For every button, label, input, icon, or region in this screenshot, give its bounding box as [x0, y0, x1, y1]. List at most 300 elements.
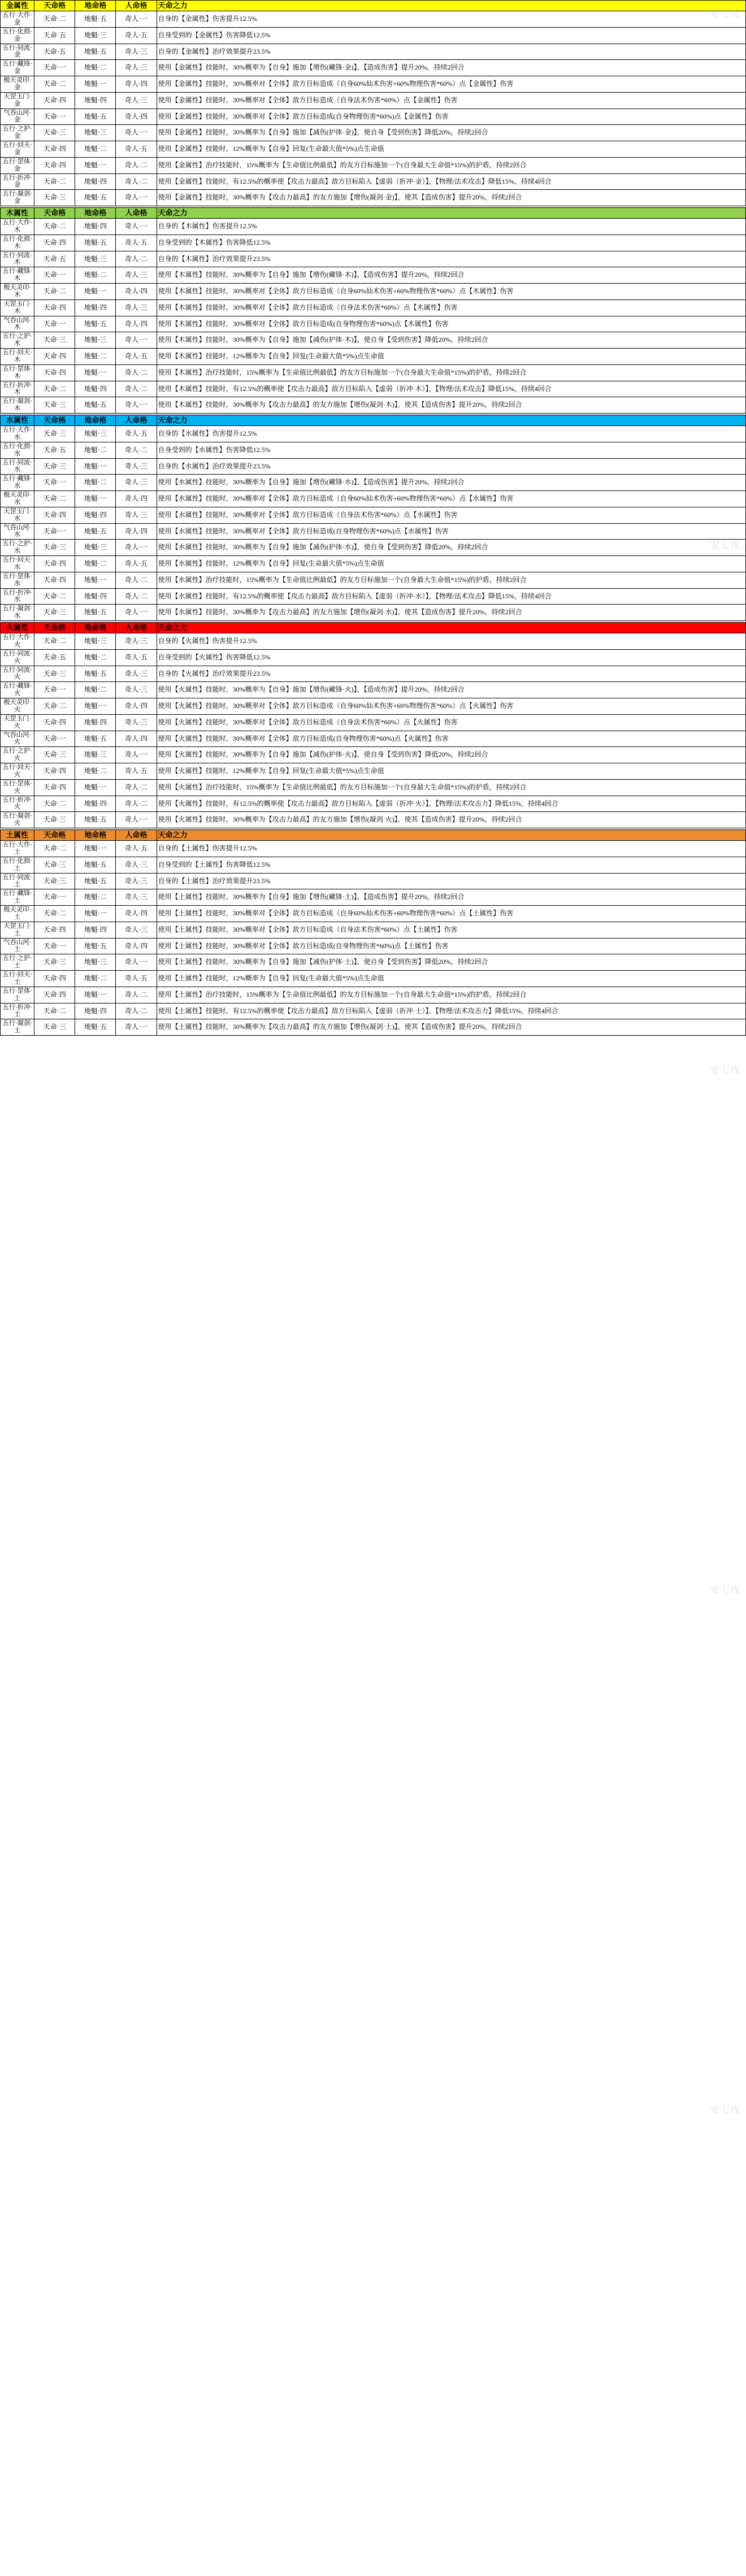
cell-destiny-power-desc: 自身受到的【木属性】伤害降低12.5% — [157, 234, 745, 251]
cell-destiny-power-desc: 自身受到的【火属性】伤害降低12.5% — [157, 649, 745, 666]
cell-destiny-name: 五行·大作·金 — [1, 11, 34, 28]
cell-destiny-name: 五行·藏锋·木 — [1, 267, 34, 284]
cell-destiny-power-desc: 自身的【土属性】伤害提升12.5% — [157, 841, 745, 857]
cell-di-ming-ge: 地魁·二 — [75, 267, 116, 284]
cell-tian-ming-ge: 天命·四 — [34, 349, 75, 365]
cell-ren-ming-ge: 奇人·四 — [116, 698, 157, 715]
cell-di-ming-ge: 地魁·一 — [75, 157, 116, 173]
cell-destiny-name: 五行·大作·土 — [1, 841, 34, 857]
cell-di-ming-ge: 地魁·一 — [75, 987, 116, 1003]
cell-tian-ming-ge: 天命·三 — [34, 747, 75, 763]
cell-ren-ming-ge: 奇人·四 — [116, 906, 157, 922]
cell-ren-ming-ge: 奇人·一 — [116, 11, 157, 28]
header-ren-ming-ge: 人命格 — [116, 208, 157, 219]
cell-di-ming-ge: 地魁·五 — [75, 731, 116, 747]
tables-root — [0, 0, 746, 1036]
cell-destiny-name: 五行·同流·火 — [1, 666, 34, 682]
cell-ren-ming-ge: 奇人·一 — [116, 125, 157, 141]
cell-ren-ming-ge: 奇人·五 — [116, 234, 157, 251]
cell-ren-ming-ge: 奇人·二 — [116, 251, 157, 267]
cell-di-ming-ge: 地魁·五 — [75, 190, 116, 206]
cell-tian-ming-ge: 天命·三 — [34, 540, 75, 556]
cell-di-ming-ge: 地魁·三 — [75, 332, 116, 349]
cell-di-ming-ge: 地魁·三 — [75, 954, 116, 971]
cell-ren-ming-ge: 奇人·一 — [116, 332, 157, 349]
cell-destiny-power-desc: 自身的【金属性】治疗效果提升23.5% — [157, 44, 745, 60]
table-row — [1, 796, 746, 812]
cell-tian-ming-ge: 天命·五 — [34, 649, 75, 666]
cell-destiny-power-desc: 使用【土属性】技能时，有12.5%的概率使【攻击力最高】敌方目标陷入【虚弱（折冲·土）】，【物理/法术攻击力】降低15%，持续4回合 — [157, 1003, 745, 1019]
cell-destiny-power-desc: 使用【金属性】技能时，30%概率对【全体】敌方目标造成（自身60%仙术伤害+60%物理伤害*60%）点【金属性】伤害 — [157, 76, 745, 93]
cell-di-ming-ge: 地魁·四 — [75, 299, 116, 316]
cell-destiny-name: 天罡玉门·火 — [1, 714, 34, 731]
cell-tian-ming-ge: 天命·二 — [34, 76, 75, 93]
cell-tian-ming-ge: 天命·二 — [34, 381, 75, 397]
cell-destiny-power-desc: 使用【土属性】技能时，30%概率对【全体】敌方目标造成（自身60%仙术伤害+60%物理伤害*60%）点【土属性】伤害 — [157, 906, 745, 922]
header-tian-ming-ge: 天命格 — [34, 830, 75, 841]
cell-ren-ming-ge: 奇人·一 — [116, 540, 157, 556]
cell-destiny-name: 五行·同流·土 — [1, 873, 34, 889]
table-row — [1, 906, 746, 922]
table-row — [1, 299, 746, 316]
cell-di-ming-ge: 地魁·四 — [75, 1003, 116, 1019]
cell-ren-ming-ge: 奇人·三 — [116, 873, 157, 889]
cell-destiny-name: 五行·罡体·金 — [1, 157, 34, 173]
cell-destiny-power-desc: 使用【水属性】技能时，30%概率为【自身】施加【减伤(护体·水)】，使自身【受到伤害】降低20%，持续2回合 — [157, 540, 745, 556]
header-tian-ming-ge: 天命格 — [34, 208, 75, 219]
table-row — [1, 588, 746, 605]
cell-destiny-name: 五行·折冲·水 — [1, 588, 34, 605]
table-row — [1, 381, 746, 397]
cell-ren-ming-ge: 奇人·五 — [116, 27, 157, 44]
cell-tian-ming-ge: 天命·四 — [34, 507, 75, 523]
table-row — [1, 666, 746, 682]
cell-di-ming-ge: 地魁·五 — [75, 1019, 116, 1036]
cell-di-ming-ge: 地魁·五 — [75, 666, 116, 682]
cell-destiny-name: 五行·回天·水 — [1, 556, 34, 572]
cell-destiny-name: 五行·罡体·火 — [1, 779, 34, 796]
cell-tian-ming-ge: 天命·四 — [34, 234, 75, 251]
table-row — [1, 44, 746, 60]
table-row — [1, 572, 746, 588]
cell-destiny-name: 五行·藏锋·土 — [1, 889, 34, 906]
cell-destiny-name: 天罡玉门·水 — [1, 507, 34, 523]
cell-destiny-power-desc: 使用【木属性】技能时，12%概率为【自身】回复(生命最大值*5%)点生命值 — [157, 349, 745, 365]
cell-di-ming-ge: 地魁·四 — [75, 507, 116, 523]
cell-ren-ming-ge: 奇人·五 — [116, 763, 157, 780]
cell-di-ming-ge: 地魁·一 — [75, 841, 116, 857]
cell-ren-ming-ge: 奇人·一 — [116, 747, 157, 763]
cell-destiny-name: 五行·之护·木 — [1, 332, 34, 349]
table-row — [1, 267, 746, 284]
cell-di-ming-ge: 地魁·四 — [75, 219, 116, 235]
watermark: 安七夜 — [710, 2105, 740, 2115]
table-row — [1, 442, 746, 458]
table-row — [1, 954, 746, 971]
cell-destiny-power-desc: 使用【土属性】技能时，30%概率为【自身】施加【减伤(护体·土)】，使自身【受到伤害】降低20%，持续2回合 — [157, 954, 745, 971]
cell-ren-ming-ge: 奇人·二 — [116, 588, 157, 605]
table-header-row — [1, 623, 746, 633]
table-row — [1, 523, 746, 540]
cell-di-ming-ge: 地魁·三 — [75, 125, 116, 141]
table-header-row — [1, 830, 746, 841]
cell-destiny-power-desc: 自身的【水属性】伤害提升12.5% — [157, 426, 745, 442]
cell-di-ming-ge: 地魁·三 — [75, 426, 116, 442]
cell-tian-ming-ge: 天命·三 — [34, 812, 75, 828]
table-row — [1, 873, 746, 889]
cell-tian-ming-ge: 天命·四 — [34, 922, 75, 938]
cell-destiny-power-desc: 使用【火属性】治疗技能时，15%概率为【生命值比例最低】的友方目标施加一个(自身最大生命值*15%)的护盾，持续2回合 — [157, 779, 745, 796]
table-row — [1, 1019, 746, 1036]
cell-destiny-name: 气吞山河·金 — [1, 108, 34, 125]
header-tian-ming-ge: 天命格 — [34, 415, 75, 426]
cell-destiny-name: 五行·化损·水 — [1, 442, 34, 458]
cell-ren-ming-ge: 奇人·二 — [116, 796, 157, 812]
cell-di-ming-ge: 地魁·四 — [75, 796, 116, 812]
cell-tian-ming-ge: 天命·二 — [34, 219, 75, 235]
cell-destiny-name: 极天灵印·木 — [1, 284, 34, 300]
cell-tian-ming-ge: 天命·二 — [34, 11, 75, 28]
cell-tian-ming-ge: 天命·四 — [34, 157, 75, 173]
cell-tian-ming-ge: 天命·三 — [34, 190, 75, 206]
cell-destiny-name: 五行·藏锋·水 — [1, 475, 34, 491]
header-di-ming-ge: 地命格 — [75, 208, 116, 219]
table-row — [1, 234, 746, 251]
cell-destiny-power-desc: 使用【火属性】技能时，30%概率为【自身】施加【减伤(护体·火)】，使自身【受到伤害】降低20%，持续2回合 — [157, 747, 745, 763]
cell-tian-ming-ge: 天命·三 — [34, 125, 75, 141]
cell-tian-ming-ge: 天命·三 — [34, 1019, 75, 1036]
cell-destiny-name: 五行·同流·金 — [1, 44, 34, 60]
cell-ren-ming-ge: 奇人·五 — [116, 556, 157, 572]
cell-destiny-name: 气吞山河·水 — [1, 523, 34, 540]
cell-destiny-name: 五行·回天·金 — [1, 141, 34, 158]
table-row — [1, 141, 746, 158]
cell-di-ming-ge: 地魁·二 — [75, 682, 116, 698]
cell-destiny-name: 五行·藏锋·火 — [1, 682, 34, 698]
cell-di-ming-ge: 地魁·五 — [75, 234, 116, 251]
cell-di-ming-ge: 地魁·二 — [75, 475, 116, 491]
table-row — [1, 219, 746, 235]
cell-tian-ming-ge: 天命·五 — [34, 44, 75, 60]
cell-destiny-name: 五行·罡体·水 — [1, 572, 34, 588]
cell-destiny-name: 气吞山河·木 — [1, 316, 34, 332]
cell-destiny-power-desc: 自身的【木属性】伤害提升12.5% — [157, 219, 745, 235]
cell-destiny-power-desc: 自身受到的【水属性】伤害降低12.5% — [157, 442, 745, 458]
cell-tian-ming-ge: 天命·二 — [34, 698, 75, 715]
cell-di-ming-ge: 地魁·一 — [75, 364, 116, 381]
cell-tian-ming-ge: 天命·二 — [34, 796, 75, 812]
cell-destiny-power-desc: 使用【火属性】技能时，30%概率对【全体】敌方目标造成(自身物理伤害*60%)点【火属性】伤害 — [157, 731, 745, 747]
cell-tian-ming-ge: 天命·一 — [34, 316, 75, 332]
cell-destiny-power-desc: 自身的【木属性】治疗效果提升23.5% — [157, 251, 745, 267]
cell-ren-ming-ge: 奇人·二 — [116, 173, 157, 190]
table-row — [1, 812, 746, 828]
cell-destiny-name: 五行·罡体·土 — [1, 987, 34, 1003]
cell-ren-ming-ge: 奇人·一 — [116, 397, 157, 414]
cell-destiny-power-desc: 使用【火属性】技能时，30%概率对【全体】敌方目标造成（自身法术伤害*60%）点【火属性】伤害 — [157, 714, 745, 731]
cell-destiny-power-desc: 使用【土属性】技能时，12%概率为【自身】回复(生命最大值*5%)点生命值 — [157, 971, 745, 987]
cell-destiny-name: 天罡玉门·金 — [1, 92, 34, 108]
cell-destiny-power-desc: 自身的【土属性】治疗效果提升23.5% — [157, 873, 745, 889]
cell-tian-ming-ge: 天命·四 — [34, 987, 75, 1003]
header-destiny-power: 天命之力 — [157, 1, 745, 11]
cell-destiny-power-desc: 使用【木属性】治疗技能时，15%概率为【生命值比例最低】的友方目标施加一个(自身最大生命值*15%)的护盾，持续2回合 — [157, 364, 745, 381]
cell-tian-ming-ge: 天命·二 — [34, 633, 75, 650]
cell-di-ming-ge: 地魁·四 — [75, 173, 116, 190]
cell-ren-ming-ge: 奇人·四 — [116, 284, 157, 300]
cell-di-ming-ge: 地魁·三 — [75, 633, 116, 650]
cell-destiny-name: 五行·大作·木 — [1, 219, 34, 235]
table-row — [1, 1003, 746, 1019]
cell-ren-ming-ge: 奇人·四 — [116, 938, 157, 954]
cell-ren-ming-ge: 奇人·一 — [116, 605, 157, 621]
cell-destiny-power-desc: 使用【土属性】技能时，30%概率为【攻击力最高】的友方施加【增伤(凝剑·土)】，使其【造成伤害】提升20%，持续2回合 — [157, 1019, 745, 1036]
header-destiny-power: 天命之力 — [157, 415, 745, 426]
cell-tian-ming-ge: 天命·一 — [34, 108, 75, 125]
cell-destiny-name: 五行·回天·木 — [1, 349, 34, 365]
cell-tian-ming-ge: 天命·三 — [34, 426, 75, 442]
cell-destiny-name: 五行·化损·土 — [1, 857, 34, 873]
cell-destiny-name: 五行·凝剑·木 — [1, 397, 34, 414]
cell-destiny-name: 五行·折冲·土 — [1, 1003, 34, 1019]
watermark: 安七夜 — [710, 1065, 740, 1076]
watermark: 安七夜 — [710, 540, 740, 550]
cell-di-ming-ge: 地魁·五 — [75, 108, 116, 125]
header-tian-ming-ge: 天命格 — [34, 623, 75, 633]
cell-tian-ming-ge: 天命·三 — [34, 332, 75, 349]
cell-di-ming-ge: 地魁·五 — [75, 523, 116, 540]
cell-tian-ming-ge: 天命·三 — [34, 954, 75, 971]
cell-tian-ming-ge: 天命·四 — [34, 141, 75, 158]
cell-tian-ming-ge: 天命·一 — [34, 682, 75, 698]
cell-tian-ming-ge: 天命·二 — [34, 1003, 75, 1019]
cell-tian-ming-ge: 天命·四 — [34, 779, 75, 796]
cell-di-ming-ge: 地魁·四 — [75, 92, 116, 108]
cell-tian-ming-ge: 天命·四 — [34, 299, 75, 316]
table-row — [1, 108, 746, 125]
cell-destiny-name: 五行·同流·水 — [1, 458, 34, 475]
header-ren-ming-ge: 人命格 — [116, 623, 157, 633]
cell-destiny-name: 五行·化损·金 — [1, 27, 34, 44]
table-row — [1, 731, 746, 747]
cell-ren-ming-ge: 奇人·一 — [116, 954, 157, 971]
table-row — [1, 173, 746, 190]
table-row — [1, 458, 746, 475]
table-header-row — [1, 208, 746, 219]
cell-destiny-power-desc: 使用【木属性】技能时，30%概率为【自身】施加【增伤(藏锋·木)】，【造成伤害】提升20%，持续2回合 — [157, 267, 745, 284]
cell-di-ming-ge: 地魁·五 — [75, 873, 116, 889]
cell-destiny-power-desc: 使用【金属性】技能时，30%概率为【自身】施加【减伤(护体·金)】，使自身【受到伤害】降低20%，持续2回合 — [157, 125, 745, 141]
cell-tian-ming-ge: 天命·三 — [34, 857, 75, 873]
table-row — [1, 779, 746, 796]
cell-destiny-power-desc: 使用【水属性】技能时，12%概率为【自身】回复(生命最大值*5%)点生命值 — [157, 556, 745, 572]
cell-tian-ming-ge: 天命·五 — [34, 251, 75, 267]
cell-ren-ming-ge: 奇人·四 — [116, 108, 157, 125]
cell-tian-ming-ge: 天命·二 — [34, 284, 75, 300]
cell-ren-ming-ge: 奇人·二 — [116, 987, 157, 1003]
cell-ren-ming-ge: 奇人·一 — [116, 190, 157, 206]
cell-tian-ming-ge: 天命·四 — [34, 364, 75, 381]
table-row — [1, 682, 746, 698]
table-row — [1, 491, 746, 507]
table-row — [1, 76, 746, 93]
cell-tian-ming-ge: 天命·三 — [34, 873, 75, 889]
cell-ren-ming-ge: 奇人·三 — [116, 666, 157, 682]
cell-tian-ming-ge: 天命·三 — [34, 666, 75, 682]
cell-destiny-name: 五行·回天·土 — [1, 971, 34, 987]
cell-ren-ming-ge: 奇人·三 — [116, 857, 157, 873]
watermark: 安七夜 — [710, 1585, 740, 1596]
table-row — [1, 971, 746, 987]
cell-di-ming-ge: 地魁·二 — [75, 349, 116, 365]
cell-tian-ming-ge: 天命·一 — [34, 60, 75, 76]
header-element-name: 火属性 — [1, 623, 34, 633]
cell-di-ming-ge: 地魁·五 — [75, 857, 116, 873]
cell-destiny-name: 气吞山河·火 — [1, 731, 34, 747]
cell-destiny-name: 天罡玉门·土 — [1, 922, 34, 938]
cell-destiny-name: 极天灵印·土 — [1, 906, 34, 922]
cell-ren-ming-ge: 奇人·三 — [116, 633, 157, 650]
cell-destiny-power-desc: 使用【火属性】技能时，12%概率为【自身】回复(生命最大值*5%)点生命值 — [157, 763, 745, 780]
cell-destiny-power-desc: 自身的【水属性】治疗效果提升23.5% — [157, 458, 745, 475]
cell-ren-ming-ge: 奇人·四 — [116, 491, 157, 507]
cell-ren-ming-ge: 奇人·二 — [116, 364, 157, 381]
cell-destiny-power-desc: 使用【木属性】技能时，有12.5%的概率使【攻击力最高】敌方目标陷入【虚弱（折冲·木）】，【物理/法术攻击】降低15%，持续4回合 — [157, 381, 745, 397]
cell-di-ming-ge: 地魁·五 — [75, 938, 116, 954]
cell-ren-ming-ge: 奇人·五 — [116, 841, 157, 857]
header-ren-ming-ge: 人命格 — [116, 415, 157, 426]
cell-ren-ming-ge: 奇人·二 — [116, 572, 157, 588]
cell-destiny-name: 五行·回天·火 — [1, 763, 34, 780]
cell-destiny-power-desc: 使用【水属性】技能时，30%概率为【自身】施加【增伤(藏锋·水)】，【造成伤害】提升20%，持续2回合 — [157, 475, 745, 491]
cell-di-ming-ge: 地魁·三 — [75, 251, 116, 267]
header-ren-ming-ge: 人命格 — [116, 1, 157, 11]
cell-ren-ming-ge: 奇人·四 — [116, 731, 157, 747]
cell-destiny-name: 气吞山河·土 — [1, 938, 34, 954]
cell-destiny-name: 五行·之护·土 — [1, 954, 34, 971]
cell-destiny-power-desc: 使用【土属性】技能时，30%概率对【全体】敌方目标造成（自身法术伤害*60%）点【土属性】伤害 — [157, 922, 745, 938]
table-row — [1, 889, 746, 906]
cell-tian-ming-ge: 天命·一 — [34, 731, 75, 747]
cell-ren-ming-ge: 奇人·四 — [116, 523, 157, 540]
cell-di-ming-ge: 地魁·五 — [75, 812, 116, 828]
table-row — [1, 857, 746, 873]
cell-di-ming-ge: 地魁·五 — [75, 397, 116, 414]
cell-destiny-power-desc: 使用【金属性】技能时，12%概率为【自身】回复(生命最大值*5%)点生命值 — [157, 141, 745, 158]
cell-di-ming-ge: 地魁·二 — [75, 763, 116, 780]
cell-destiny-name: 五行·大作·水 — [1, 426, 34, 442]
cell-destiny-power-desc: 使用【水属性】技能时，30%概率为【攻击力最高】的友方施加【增伤(凝剑·水)】，使其【造成伤害】提升20%，持续2回合 — [157, 605, 745, 621]
cell-destiny-power-desc: 使用【土属性】治疗技能时，15%概率为【生命值比例最低】的友方目标施加一个(自身最大生命值*15%)的护盾，持续2回合 — [157, 987, 745, 1003]
watermark: 安七夜 — [710, 8, 740, 19]
cell-tian-ming-ge: 天命·二 — [34, 841, 75, 857]
cell-tian-ming-ge: 天命·一 — [34, 889, 75, 906]
header-element-name: 水属性 — [1, 415, 34, 426]
cell-destiny-power-desc: 自身的【火属性】治疗效果提升23.5% — [157, 666, 745, 682]
table-row — [1, 938, 746, 954]
header-di-ming-ge: 地命格 — [75, 415, 116, 426]
cell-di-ming-ge: 地魁·二 — [75, 141, 116, 158]
table-row — [1, 349, 746, 365]
table-row — [1, 316, 746, 332]
cell-tian-ming-ge: 天命·一 — [34, 475, 75, 491]
cell-destiny-name: 五行·之护·火 — [1, 747, 34, 763]
table-row — [1, 633, 746, 650]
cell-di-ming-ge: 地魁·三 — [75, 540, 116, 556]
header-destiny-power: 天命之力 — [157, 830, 745, 841]
cell-tian-ming-ge: 天命·一 — [34, 938, 75, 954]
cell-destiny-power-desc: 使用【木属性】技能时，30%概率对【全体】敌方目标造成（自身法术伤害*60%）点【木属性】伤害 — [157, 299, 745, 316]
cell-ren-ming-ge: 奇人·三 — [116, 458, 157, 475]
cell-di-ming-ge: 地魁·一 — [75, 698, 116, 715]
cell-destiny-power-desc: 使用【木属性】技能时，30%概率为【攻击力最高】的友方施加【增伤(凝剑·木)】，使其【造成伤害】提升20%，持续2回合 — [157, 397, 745, 414]
table-row — [1, 605, 746, 621]
cell-di-ming-ge: 地魁·一 — [75, 284, 116, 300]
cell-di-ming-ge: 地魁·四 — [75, 922, 116, 938]
cell-ren-ming-ge: 奇人·二 — [116, 779, 157, 796]
table-row — [1, 27, 746, 44]
cell-ren-ming-ge: 奇人·二 — [116, 157, 157, 173]
header-element-name: 土属性 — [1, 830, 34, 841]
cell-destiny-name: 五行·罡体·木 — [1, 364, 34, 381]
cell-destiny-power-desc: 使用【金属性】技能时，30%概率为【攻击力最高】的友方施加【增伤(凝剑·金)】，使其【造成伤害】提升20%，持续2回合 — [157, 190, 745, 206]
cell-destiny-power-desc: 使用【木属性】技能时，30%概率对【全体】敌方目标造成（自身60%仙术伤害+60%物理伤害*60%）点【木属性】伤害 — [157, 284, 745, 300]
cell-ren-ming-ge: 奇人·三 — [116, 682, 157, 698]
cell-destiny-power-desc: 使用【土属性】技能时，30%概率为【自身】施加【增伤(藏锋·土)】，【造成伤害】提升20%，持续2回合 — [157, 889, 745, 906]
cell-ren-ming-ge: 奇人·一 — [116, 1019, 157, 1036]
cell-di-ming-ge: 地魁·五 — [75, 316, 116, 332]
cell-destiny-power-desc: 使用【金属性】技能时，30%概率对【全体】敌方目标造成（自身法术伤害*60%）点【金属性】伤害 — [157, 92, 745, 108]
cell-ren-ming-ge: 奇人·四 — [116, 316, 157, 332]
cell-destiny-name: 五行·大作·火 — [1, 633, 34, 650]
cell-di-ming-ge: 地魁·二 — [75, 971, 116, 987]
cell-ren-ming-ge: 奇人·三 — [116, 60, 157, 76]
cell-tian-ming-ge: 天命·四 — [34, 763, 75, 780]
table-row — [1, 507, 746, 523]
cell-ren-ming-ge: 奇人·二 — [116, 442, 157, 458]
cell-ren-ming-ge: 奇人·三 — [116, 889, 157, 906]
cell-ren-ming-ge: 奇人·三 — [116, 299, 157, 316]
cell-destiny-power-desc: 使用【金属性】技能时，30%概率对【全体】敌方目标造成(自身物理伤害*60%)点【金属性】伤害 — [157, 108, 745, 125]
cell-destiny-power-desc: 使用【金属性】治疗技能时，15%概率为【生命值比例最低】的友方目标施加一个(自身最大生命值*15%)的护盾，持续2回合 — [157, 157, 745, 173]
cell-di-ming-ge: 地魁·一 — [75, 76, 116, 93]
cell-ren-ming-ge: 奇人·二 — [116, 381, 157, 397]
cell-destiny-name: 五行·同流·木 — [1, 251, 34, 267]
cell-destiny-power-desc: 使用【土属性】技能时，30%概率对【全体】敌方目标造成(自身物理伤害*60%)点【土属性】伤害 — [157, 938, 745, 954]
cell-ren-ming-ge: 奇人·五 — [116, 649, 157, 666]
cell-destiny-power-desc: 使用【火属性】技能时，有12.5%的概率使【攻击力最高】敌方目标陷入【虚弱（折冲·火）】，【物理/法术攻击力】降低15%，持续4回合 — [157, 796, 745, 812]
cell-tian-ming-ge: 天命·一 — [34, 267, 75, 284]
cell-ren-ming-ge: 奇人·四 — [116, 76, 157, 93]
cell-ren-ming-ge: 奇人·五 — [116, 426, 157, 442]
cell-ren-ming-ge: 奇人·三 — [116, 922, 157, 938]
header-di-ming-ge: 地命格 — [75, 830, 116, 841]
cell-destiny-power-desc: 使用【火属性】技能时，30%概率为【自身】施加【增伤(藏锋·火)】，【造成伤害】提升20%，持续2回合 — [157, 682, 745, 698]
table-row — [1, 60, 746, 76]
cell-di-ming-ge: 地魁·一 — [75, 572, 116, 588]
cell-tian-ming-ge: 天命·二 — [34, 173, 75, 190]
cell-di-ming-ge: 地魁·二 — [75, 442, 116, 458]
cell-destiny-power-desc: 使用【水属性】技能时，30%概率对【全体】敌方目标造成(自身物理伤害*60%)点【水属性】伤害 — [157, 523, 745, 540]
cell-destiny-power-desc: 使用【水属性】技能时，30%概率对【全体】敌方目标造成（自身法术伤害*60%）点【水属性】伤害 — [157, 507, 745, 523]
cell-tian-ming-ge: 天命·五 — [34, 27, 75, 44]
cell-destiny-power-desc: 使用【水属性】技能时，有12.5%的概率使【攻击力最高】敌方目标陷入【虚弱（折冲·水）】，【物理/法术攻击】降低15%，持续4回合 — [157, 588, 745, 605]
table-header-row — [1, 415, 746, 426]
element-table-fire — [0, 622, 746, 828]
cell-destiny-power-desc: 使用【金属性】技能时，有12.5%的概率使【攻击力最高】敌方目标陷入【虚弱（折冲·金）】，【物理/法术攻击】降低15%，持续4回合 — [157, 173, 745, 190]
header-ren-ming-ge: 人命格 — [116, 830, 157, 841]
cell-tian-ming-ge: 天命·二 — [34, 588, 75, 605]
